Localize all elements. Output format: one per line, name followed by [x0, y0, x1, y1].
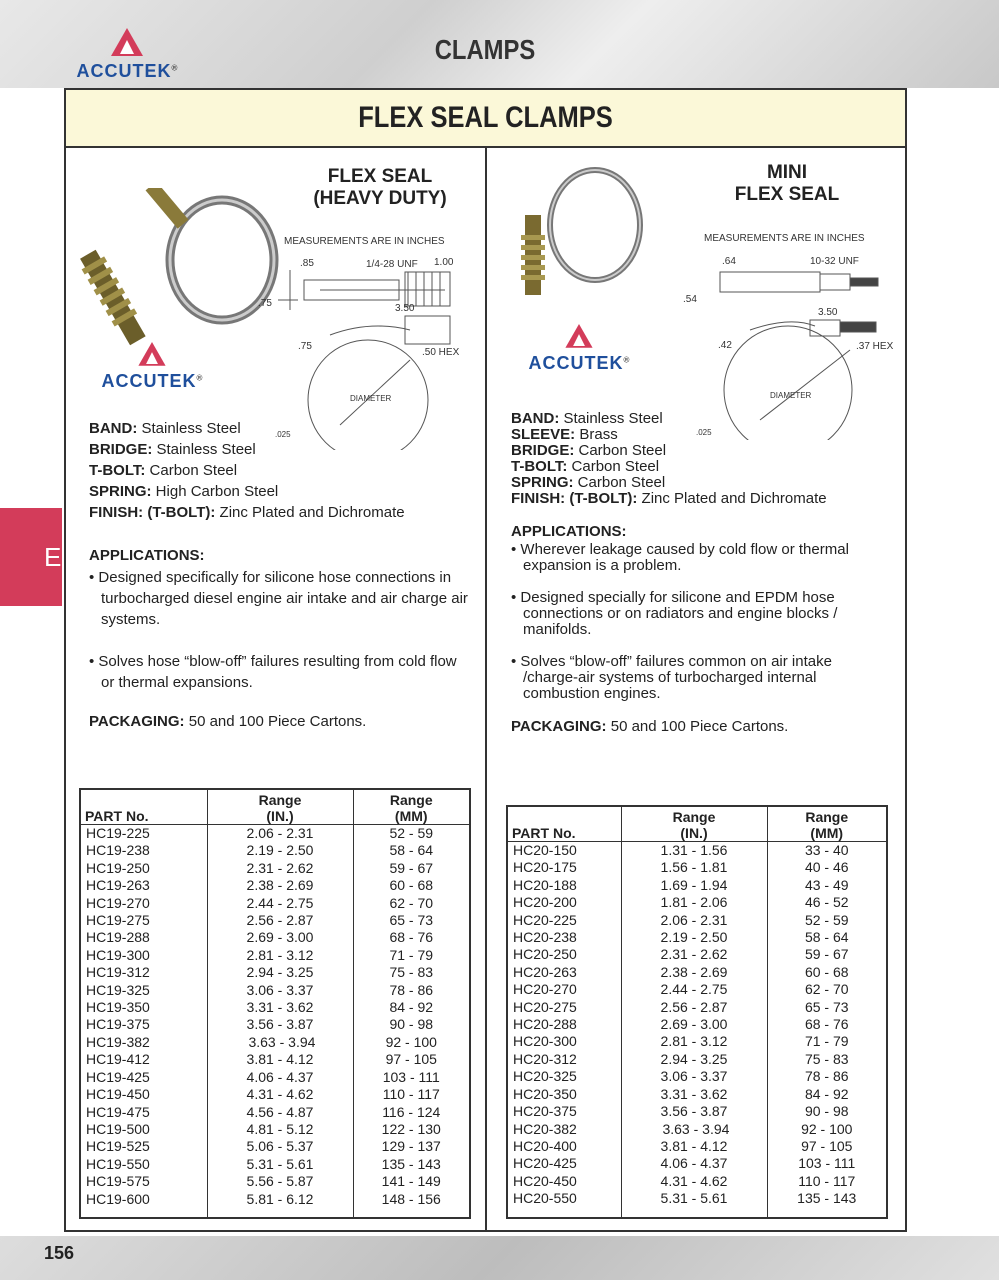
- part-number: HC20-312: [513, 1050, 577, 1067]
- range-mm: 59 - 67: [353, 860, 470, 877]
- spec-item: BAND: Stainless Steel: [89, 420, 241, 437]
- tab-letter: E: [44, 542, 62, 572]
- range-in: 2.56 - 2.87: [207, 912, 353, 929]
- table-row: [507, 981, 887, 998]
- table-row: [80, 999, 470, 1016]
- table-row: [80, 947, 470, 964]
- table-row: [507, 859, 887, 876]
- dim-label: 3.50: [818, 307, 838, 318]
- range-in: 2.31 - 2.62: [207, 860, 353, 877]
- range-mm: 141 - 149: [353, 1173, 470, 1190]
- table-row: [80, 842, 470, 859]
- range-in: 2.56 - 2.87: [621, 999, 767, 1016]
- range-in: 2.94 - 3.25: [207, 964, 353, 981]
- range-mm: 78 - 86: [353, 982, 470, 999]
- range-mm: 129 - 137: [353, 1138, 470, 1155]
- dim-label: DIAMETER: [350, 394, 392, 403]
- range-in: 3.31 - 3.62: [207, 999, 353, 1016]
- accutek-logo: [90, 338, 214, 392]
- range-mm: 103 - 111: [767, 1155, 887, 1172]
- part-number: HC19-550: [86, 1155, 150, 1172]
- part-number: HC20-225: [513, 911, 577, 928]
- registered-mark: ®: [623, 355, 630, 365]
- spec-item: FINISH: (T-BOLT): Zinc Plated and Dichromate: [511, 490, 827, 507]
- table-row: [80, 1069, 470, 1086]
- table-row: [80, 982, 470, 999]
- range-mm: 92 - 100: [353, 1034, 470, 1051]
- table-row: [80, 1121, 470, 1138]
- range-mm: 52 - 59: [353, 825, 470, 843]
- section-tab[interactable]: [0, 508, 62, 606]
- col-header: Range (MM): [767, 806, 887, 842]
- range-in: 3.06 - 3.37: [621, 1068, 767, 1085]
- table-row: [507, 1068, 887, 1085]
- part-number: HC19-525: [86, 1138, 150, 1155]
- table-row: [507, 1103, 887, 1120]
- measurement-note: MEASUREMENTS ARE IN INCHES: [704, 233, 865, 244]
- dim-label: .75: [298, 341, 312, 352]
- part-number: HC19-600: [86, 1190, 150, 1207]
- measurement-note: MEASUREMENTS ARE IN INCHES: [284, 236, 445, 247]
- part-number: HC19-238: [86, 842, 150, 859]
- range-mm: 135 - 143: [353, 1156, 470, 1173]
- dim-label: .64: [722, 256, 736, 267]
- range-mm: 62 - 70: [353, 895, 470, 912]
- part-number: HC19-425: [86, 1068, 150, 1085]
- col-header: Range (IN.): [207, 789, 353, 825]
- part-number: HC19-275: [86, 912, 150, 929]
- applications: [89, 545, 474, 714]
- range-in: 4.56 - 4.87: [207, 1104, 353, 1121]
- part-number: HC19-325: [86, 981, 150, 998]
- range-in: 1.69 - 1.94: [621, 877, 767, 894]
- range-in: 5.56 - 5.87: [207, 1173, 353, 1190]
- applications-heading: APPLICATIONS:: [89, 547, 205, 564]
- title-line: FLEX SEAL: [327, 166, 433, 187]
- part-number: HC20-288: [513, 1016, 577, 1033]
- part-number: HC19-375: [86, 1016, 150, 1033]
- range-mm: 59 - 67: [767, 946, 887, 963]
- table-row: [80, 1156, 470, 1173]
- dim-label: 1.00: [434, 257, 454, 268]
- range-mm: 68 - 76: [353, 929, 470, 946]
- logo-triangle-icon: [135, 338, 169, 368]
- dim-label: DIAMETER: [770, 391, 812, 400]
- part-number: HC20-350: [513, 1085, 577, 1102]
- spec-item: SPRING: Carbon Steel: [511, 474, 666, 491]
- range-mm: 97 - 105: [767, 1138, 887, 1155]
- table-row: [507, 1155, 887, 1172]
- spec-item: T-BOLT: Carbon Steel: [89, 462, 238, 479]
- packaging: PACKAGING: 50 and 100 Piece Cartons.: [89, 713, 367, 730]
- spec-list: [511, 411, 827, 507]
- range-in: 2.81 - 3.12: [621, 1033, 767, 1050]
- table-row: [80, 964, 470, 981]
- page-title: FLEX SEAL CLAMPS: [358, 101, 613, 134]
- range-mm: 97 - 105: [353, 1051, 470, 1068]
- heavy-duty-clamp-photo: [72, 188, 282, 358]
- product-title-heavy-duty: [300, 166, 460, 210]
- accutek-logo: [62, 26, 192, 82]
- part-number: HC20-175: [513, 859, 577, 876]
- range-mm: 78 - 86: [767, 1068, 887, 1085]
- range-in: 3.56 - 3.87: [621, 1103, 767, 1120]
- range-in: 4.06 - 4.37: [207, 1069, 353, 1086]
- table-row: [80, 1016, 470, 1033]
- table-row: [507, 964, 887, 981]
- range-in: 3.31 - 3.62: [621, 1086, 767, 1103]
- range-in: 3.63 - 3.94: [621, 1121, 767, 1138]
- mini-clamp-photo: [515, 165, 655, 305]
- range-mm: 46 - 52: [767, 894, 887, 911]
- range-in: 1.56 - 1.81: [621, 859, 767, 876]
- table-row: [80, 895, 470, 912]
- part-number: HC20-263: [513, 963, 577, 980]
- range-mm: 110 - 117: [353, 1086, 470, 1103]
- range-mm: 75 - 83: [353, 964, 470, 981]
- range-in: 2.19 - 2.50: [621, 929, 767, 946]
- range-mm: 90 - 98: [767, 1103, 887, 1120]
- logo-triangle-icon: [107, 26, 147, 56]
- table-row: [80, 1104, 470, 1121]
- registered-mark: ®: [171, 63, 178, 73]
- part-number: HC20-250: [513, 946, 577, 963]
- spec-item: BAND: Stainless Steel: [511, 410, 663, 427]
- table-row: [507, 1121, 887, 1138]
- col-header: Range (IN.): [621, 806, 767, 842]
- registered-mark: ®: [196, 373, 203, 383]
- applications-heading: APPLICATIONS:: [511, 523, 627, 540]
- range-mm: 65 - 73: [767, 999, 887, 1016]
- application-item: • Solves hose “blow-off” failures resulting from cold flow or thermal expansions.: [89, 653, 457, 691]
- spec-item: SPRING: High Carbon Steel: [89, 483, 279, 500]
- dim-label: 1/4-28 UNF: [366, 259, 418, 270]
- range-in: 2.81 - 3.12: [207, 947, 353, 964]
- logo-text: ACCUTEK: [76, 61, 172, 81]
- range-in: 3.81 - 4.12: [621, 1138, 767, 1155]
- range-in: 2.44 - 2.75: [621, 981, 767, 998]
- page-number: 156: [44, 1243, 75, 1263]
- table-row: [507, 1086, 887, 1103]
- table-row: [507, 1016, 887, 1033]
- table-row: [80, 1034, 470, 1051]
- dim-label: .54: [683, 294, 697, 305]
- footer-band: [0, 1236, 999, 1280]
- table-row: [507, 1173, 887, 1190]
- part-number: HC19-250: [86, 859, 150, 876]
- table-row: [80, 912, 470, 929]
- range-in: 1.81 - 2.06: [621, 894, 767, 911]
- title-line: FLEX SEAL: [734, 184, 840, 205]
- range-in: 4.81 - 5.12: [207, 1121, 353, 1138]
- range-in: 2.19 - 2.50: [207, 842, 353, 859]
- range-mm: 122 - 130: [353, 1121, 470, 1138]
- table-row: [80, 929, 470, 946]
- spec-item: BRIDGE: Stainless Steel: [89, 441, 256, 458]
- table-row: [80, 1191, 470, 1208]
- range-mm: 84 - 92: [767, 1086, 887, 1103]
- range-mm: 60 - 68: [767, 964, 887, 981]
- range-mm: 62 - 70: [767, 981, 887, 998]
- logo-text: ACCUTEK: [528, 353, 624, 373]
- dim-label: .75: [258, 298, 272, 309]
- range-in: 5.81 - 6.12: [207, 1191, 353, 1208]
- range-mm: 43 - 49: [767, 877, 887, 894]
- dim-label: 10-32 UNF: [810, 256, 859, 267]
- table-row: [507, 1051, 887, 1068]
- range-in: 3.56 - 3.87: [207, 1016, 353, 1033]
- range-in: 2.38 - 2.69: [207, 877, 353, 894]
- range-mm: 103 - 111: [353, 1069, 470, 1086]
- column-divider: [485, 146, 487, 1232]
- heavy-duty-parts-table: [79, 788, 471, 1219]
- range-mm: 68 - 76: [767, 1016, 887, 1033]
- range-mm: 65 - 73: [353, 912, 470, 929]
- spec-item: FINISH: (T-BOLT): Zinc Plated and Dichromate: [89, 504, 405, 521]
- table-row: [507, 842, 887, 860]
- table-row: [507, 929, 887, 946]
- range-in: 2.94 - 3.25: [621, 1051, 767, 1068]
- application-item: • Designed specially for silicone and EPDM hose connections or on radiators and engine blocks / manifolds.: [511, 589, 838, 638]
- table-row: [507, 894, 887, 911]
- part-number: HC20-275: [513, 998, 577, 1015]
- part-number: HC19-350: [86, 999, 150, 1016]
- part-number: HC19-300: [86, 946, 150, 963]
- table-row: [80, 1173, 470, 1190]
- table-row: [80, 877, 470, 894]
- range-in: 2.06 - 2.31: [207, 825, 353, 843]
- dim-label: .85: [300, 258, 314, 269]
- application-item: • Wherever leakage caused by cold flow or thermal expansion is a problem.: [511, 541, 849, 574]
- range-mm: 40 - 46: [767, 859, 887, 876]
- range-mm: 116 - 124: [353, 1104, 470, 1121]
- table-row: [80, 1086, 470, 1103]
- range-in: 3.81 - 4.12: [207, 1051, 353, 1068]
- part-number: HC19-225: [86, 825, 150, 841]
- range-in: 4.06 - 4.37: [621, 1155, 767, 1172]
- range-mm: 58 - 64: [353, 842, 470, 859]
- part-number: HC20-425: [513, 1155, 577, 1172]
- table-row: [507, 1138, 887, 1155]
- part-number: HC20-450: [513, 1172, 577, 1189]
- range-in: 2.31 - 2.62: [621, 946, 767, 963]
- range-mm: 71 - 79: [353, 947, 470, 964]
- section-title: CLAMPS: [434, 34, 536, 65]
- part-number: HC20-150: [513, 842, 577, 858]
- application-item: • Solves “blow-off” failures common on air intake /charge-air systems of turbocharged internal combustion engines.: [511, 653, 832, 702]
- range-mm: 135 - 143: [767, 1190, 887, 1207]
- logo-text: ACCUTEK: [101, 371, 197, 391]
- range-in: 1.31 - 1.56: [621, 842, 767, 860]
- part-number: HC20-382: [513, 1120, 577, 1137]
- part-number: HC19-312: [86, 964, 150, 981]
- range-in: 5.31 - 5.61: [207, 1156, 353, 1173]
- range-mm: 33 - 40: [767, 842, 887, 860]
- range-mm: 148 - 156: [353, 1191, 470, 1208]
- range-mm: 60 - 68: [353, 877, 470, 894]
- table-row: [507, 999, 887, 1016]
- range-in: 2.38 - 2.69: [621, 964, 767, 981]
- dim-label: .50 HEX: [422, 347, 460, 358]
- applications: [511, 523, 891, 718]
- part-number: HC19-450: [86, 1086, 150, 1103]
- range-in: 2.69 - 3.00: [621, 1016, 767, 1033]
- range-in: 2.44 - 2.75: [207, 895, 353, 912]
- part-number: HC19-382: [86, 1033, 150, 1050]
- table-spacer: [507, 1208, 887, 1218]
- dim-label: .025: [696, 428, 712, 437]
- packaging: PACKAGING: 50 and 100 Piece Cartons.: [511, 718, 789, 735]
- table-spacer: [80, 1208, 470, 1218]
- table-row: [80, 1051, 470, 1068]
- accutek-logo: [514, 320, 644, 374]
- table-row: [507, 1033, 887, 1050]
- col-header: Range (MM): [353, 789, 470, 825]
- part-number: HC19-270: [86, 894, 150, 911]
- mini-parts-table: [506, 805, 888, 1219]
- table-row: [507, 912, 887, 929]
- range-in: 4.31 - 4.62: [621, 1173, 767, 1190]
- product-title-mini: [712, 162, 862, 206]
- dim-label: .025: [275, 430, 291, 439]
- range-in: 3.63 - 3.94: [207, 1034, 353, 1051]
- table-row: [507, 946, 887, 963]
- part-number: HC19-263: [86, 877, 150, 894]
- range-mm: 52 - 59: [767, 912, 887, 929]
- table-row: [80, 825, 470, 843]
- table-row: [80, 860, 470, 877]
- dim-label: .37 HEX: [856, 341, 894, 352]
- part-number: HC20-188: [513, 876, 577, 893]
- logo-triangle-icon: [562, 320, 596, 350]
- spec-item: T-BOLT: Carbon Steel: [511, 458, 660, 475]
- col-header: PART No.: [80, 789, 207, 825]
- spec-list: [89, 418, 405, 523]
- title-line: MINI: [766, 162, 808, 183]
- part-number: HC19-500: [86, 1120, 150, 1137]
- application-item: • Designed specifically for silicone hose connections in turbocharged diesel engine air intake and air charge air systems.: [89, 569, 468, 628]
- table-row: [507, 877, 887, 894]
- spec-item: SLEEVE: Brass: [511, 426, 618, 443]
- page-title-box: [64, 88, 907, 146]
- range-in: 2.06 - 2.31: [621, 912, 767, 929]
- part-number: HC19-288: [86, 929, 150, 946]
- spec-item: BRIDGE: Carbon Steel: [511, 442, 667, 459]
- part-number: HC20-375: [513, 1103, 577, 1120]
- range-mm: 71 - 79: [767, 1033, 887, 1050]
- part-number: HC19-475: [86, 1103, 150, 1120]
- range-mm: 110 - 117: [767, 1173, 887, 1190]
- part-number: HC20-200: [513, 894, 577, 911]
- part-number: HC20-400: [513, 1137, 577, 1154]
- range-mm: 75 - 83: [767, 1051, 887, 1068]
- part-number: HC19-575: [86, 1173, 150, 1190]
- table-row: [80, 1138, 470, 1155]
- range-in: 5.06 - 5.37: [207, 1138, 353, 1155]
- col-header: PART No.: [507, 806, 621, 842]
- part-number: HC19-412: [86, 1051, 150, 1068]
- title-line: (HEAVY DUTY): [313, 188, 447, 209]
- range-in: 4.31 - 4.62: [207, 1086, 353, 1103]
- range-mm: 90 - 98: [353, 1016, 470, 1033]
- part-number: HC20-325: [513, 1068, 577, 1085]
- part-number: HC20-270: [513, 981, 577, 998]
- range-mm: 58 - 64: [767, 929, 887, 946]
- range-in: 2.69 - 3.00: [207, 929, 353, 946]
- range-in: 5.31 - 5.61: [621, 1190, 767, 1207]
- range-in: 3.06 - 3.37: [207, 982, 353, 999]
- dim-label: 3.50: [395, 303, 415, 314]
- range-mm: 92 - 100: [767, 1121, 887, 1138]
- dim-label: .42: [718, 340, 732, 351]
- part-number: HC20-238: [513, 929, 577, 946]
- table-row: [507, 1190, 887, 1207]
- part-number: HC20-550: [513, 1190, 577, 1207]
- range-mm: 84 - 92: [353, 999, 470, 1016]
- part-number: HC20-300: [513, 1033, 577, 1050]
